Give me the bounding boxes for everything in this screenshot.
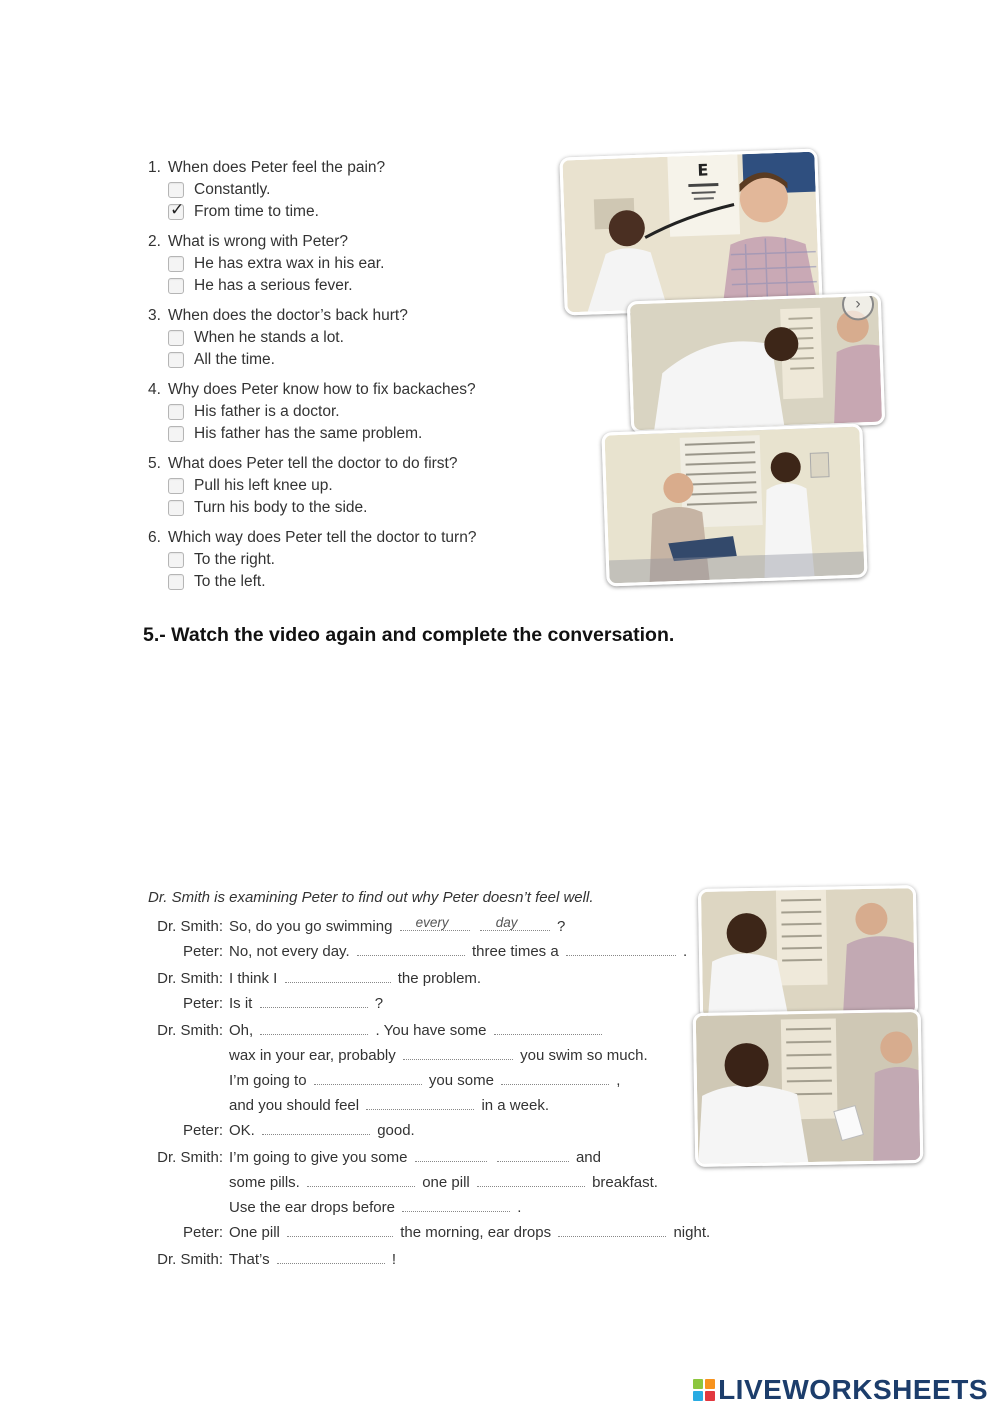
dialogue-continuation: [148, 1170, 748, 1195]
line-text: breakfast.: [592, 1174, 658, 1191]
question-number: 4.: [148, 381, 161, 398]
option-label: Pull his left knee up.: [194, 477, 333, 494]
dialogue-line: [148, 1118, 748, 1143]
option-label: Turn his body to the side.: [194, 499, 368, 516]
speaker-label: Dr. Smith:: [157, 918, 223, 935]
dialogue-line: [148, 1018, 748, 1043]
question-text: Which way does Peter tell the doctor to turn?: [168, 529, 477, 546]
question-number: 6.: [148, 529, 161, 546]
option-label: Constantly.: [194, 181, 271, 198]
line-text: . You have some: [375, 1022, 487, 1039]
option-label: To the right.: [194, 551, 275, 568]
line-text: Is it: [229, 995, 253, 1012]
question-text: What does Peter tell the doctor to do first?: [168, 455, 458, 472]
question-text: When does the doctor’s back hurt?: [168, 307, 408, 324]
line-text: the problem.: [397, 970, 482, 987]
line-text: .: [517, 1199, 522, 1216]
blank-input[interactable]: [477, 1172, 585, 1187]
option-label: His father has the same problem.: [194, 425, 423, 442]
blank-input[interactable]: [497, 1147, 569, 1162]
line-text: good.: [377, 1122, 415, 1139]
question-text: What is wrong with Peter?: [168, 233, 349, 250]
checkbox[interactable]: [168, 330, 184, 346]
line-text: One pill: [229, 1224, 280, 1241]
checkbox[interactable]: [168, 182, 184, 198]
speaker-label: Peter:: [182, 1122, 223, 1139]
dialogue-line: [148, 1220, 748, 1245]
line-text: you swim so much.: [520, 1047, 648, 1064]
question-4: [148, 379, 528, 445]
question-number: 2.: [148, 233, 161, 250]
line-text: I’m going to give you some: [229, 1149, 408, 1166]
line-text: So, do you go swimming: [229, 918, 393, 935]
option-label: To the left.: [194, 573, 266, 590]
blank-input[interactable]: [400, 916, 470, 931]
line-text: !: [391, 1251, 397, 1268]
line-text: ,: [616, 1072, 621, 1089]
answer-option[interactable]: [148, 475, 528, 497]
logo-mark-icon: [693, 1379, 715, 1401]
answer-option[interactable]: [148, 571, 528, 593]
line-text: That’s: [229, 1251, 270, 1268]
blank-input[interactable]: [402, 1197, 510, 1212]
dialogue-line: [148, 966, 748, 991]
blank-input[interactable]: [501, 1070, 609, 1085]
answer-option[interactable]: [148, 349, 528, 371]
answer-option[interactable]: [148, 201, 528, 223]
line-text: I’m going to: [229, 1072, 307, 1089]
line-text: and you should feel: [229, 1097, 360, 1114]
blank-input[interactable]: [285, 968, 391, 983]
answer-option[interactable]: [148, 327, 528, 349]
blank-input[interactable]: [480, 916, 550, 931]
blank-input[interactable]: [357, 941, 465, 956]
line-text: night.: [673, 1224, 711, 1241]
line-text: in a week.: [481, 1097, 549, 1114]
line-text: the morning, ear drops: [400, 1224, 552, 1241]
photo-doctor-ear-exam: [559, 149, 822, 316]
checkbox[interactable]: [168, 552, 184, 568]
option-label: He has extra wax in his ear.: [194, 255, 385, 272]
logo-text: LIVEWORKSHEETS: [718, 1374, 988, 1405]
blank-input[interactable]: [262, 1120, 370, 1135]
line-text: some pills.: [229, 1174, 300, 1191]
dialogue-line: [148, 1247, 748, 1272]
line-text: wax in your ear, probably: [229, 1047, 396, 1064]
question-3: [148, 305, 528, 371]
answer-option[interactable]: [148, 423, 528, 445]
answer-option[interactable]: [148, 549, 528, 571]
speaker-label: Peter:: [182, 995, 223, 1012]
option-label: When he stands a lot.: [194, 329, 344, 346]
logo-square: [693, 1391, 703, 1401]
filled-answer: day: [495, 915, 518, 930]
line-text: one pill: [422, 1174, 470, 1191]
photo-illustration: [701, 888, 915, 1017]
line-text: and: [575, 1149, 601, 1166]
line-text: No, not every day.: [229, 943, 350, 960]
question-2: [148, 231, 528, 297]
question-text: Why does Peter know how to fix backaches?: [168, 381, 476, 398]
answer-option[interactable]: [148, 275, 528, 297]
dialogue-line: [148, 1145, 748, 1170]
checkbox[interactable]: [168, 352, 184, 368]
conversation: [148, 889, 748, 1272]
blank-input[interactable]: [415, 1147, 487, 1162]
line-text: you some: [428, 1072, 494, 1089]
checkbox[interactable]: [168, 404, 184, 420]
line-text: ?: [374, 995, 384, 1012]
quiz-list: [148, 157, 528, 601]
blank-input[interactable]: [314, 1070, 422, 1085]
line-text: Use the ear drops before: [229, 1199, 395, 1216]
blank-input[interactable]: [260, 993, 368, 1008]
dialogue-continuation: [148, 1068, 748, 1093]
speaker-label: Peter:: [182, 1224, 223, 1241]
blank-input[interactable]: [558, 1222, 666, 1237]
blank-input[interactable]: [287, 1222, 393, 1237]
chevron-right-icon[interactable]: ›: [841, 293, 874, 321]
dialogue-continuation: [148, 1195, 748, 1220]
svg-text:E: E: [697, 160, 709, 180]
answer-option[interactable]: [148, 401, 528, 423]
line-text: OK.: [229, 1122, 255, 1139]
blank-input[interactable]: [260, 1020, 368, 1035]
liveworksheets-logo: [693, 1374, 988, 1406]
line-text: Oh,: [229, 1022, 254, 1039]
dialogue-line: [148, 939, 748, 964]
blank-input[interactable]: [277, 1249, 385, 1264]
logo-square: [693, 1379, 703, 1389]
option-label: From time to time.: [194, 203, 319, 220]
line-text: ?: [556, 918, 566, 935]
question-6: [148, 527, 528, 593]
option-label: His father is a doctor.: [194, 403, 340, 420]
photo-illustration: [630, 296, 882, 431]
speaker-label: Dr. Smith:: [157, 1149, 223, 1166]
photo-illustration: [604, 427, 864, 584]
speaker-label: Dr. Smith:: [157, 970, 223, 987]
photo-peter-knee-stretch: [601, 423, 867, 586]
blank-input[interactable]: [494, 1020, 602, 1035]
line-text: I think I: [229, 970, 278, 987]
answer-option[interactable]: [148, 253, 528, 275]
question-5: [148, 453, 528, 519]
checkbox[interactable]: [168, 478, 184, 494]
photo-doctor-back-pain: [627, 293, 885, 434]
question-1: [148, 157, 528, 223]
answer-option[interactable]: [148, 179, 528, 201]
checkbox[interactable]: [168, 426, 184, 442]
dialogue-line: [148, 991, 748, 1016]
speaker-label: Dr. Smith:: [157, 1251, 223, 1268]
blank-input[interactable]: [366, 1095, 474, 1110]
line-text: .: [683, 943, 688, 960]
checkbox[interactable]: [168, 256, 184, 272]
photo-illustration: [562, 152, 819, 313]
question-text: When does Peter feel the pain?: [168, 159, 386, 176]
question-number: 3.: [148, 307, 161, 324]
dialogue-continuation: [148, 1043, 748, 1068]
question-number: 1.: [148, 159, 161, 176]
conversation-intro: Dr. Smith is examining Peter to find out why Peter doesn’t feel well.: [148, 889, 594, 906]
photo-doctor-prescription: [693, 1009, 924, 1167]
check-mark-icon: ✓: [170, 200, 185, 220]
checkbox[interactable]: [168, 278, 184, 294]
checkbox[interactable]: [168, 500, 184, 516]
option-label: All the time.: [194, 351, 275, 368]
dialogue-line: [148, 914, 748, 939]
option-label: He has a serious fever.: [194, 277, 353, 294]
speaker-label: Dr. Smith:: [157, 1022, 223, 1039]
answer-option[interactable]: [148, 497, 528, 519]
photo-illustration: [696, 1012, 921, 1164]
section-heading: 5.- Watch the video again and complete the conversation.: [143, 624, 675, 646]
dialogue-continuation: [148, 1093, 748, 1118]
blank-input[interactable]: [566, 941, 676, 956]
logo-square: [705, 1391, 715, 1401]
blank-input[interactable]: [403, 1045, 513, 1060]
photo-doctor-smiling: [698, 885, 918, 1020]
checkbox-checked[interactable]: [168, 200, 185, 220]
question-number: 5.: [148, 455, 161, 472]
blank-input[interactable]: [307, 1172, 415, 1187]
logo-square: [705, 1379, 715, 1389]
line-text: three times a: [471, 943, 559, 960]
filled-answer: every: [415, 915, 449, 930]
checkbox[interactable]: [168, 574, 184, 590]
speaker-label: Peter:: [182, 943, 223, 960]
